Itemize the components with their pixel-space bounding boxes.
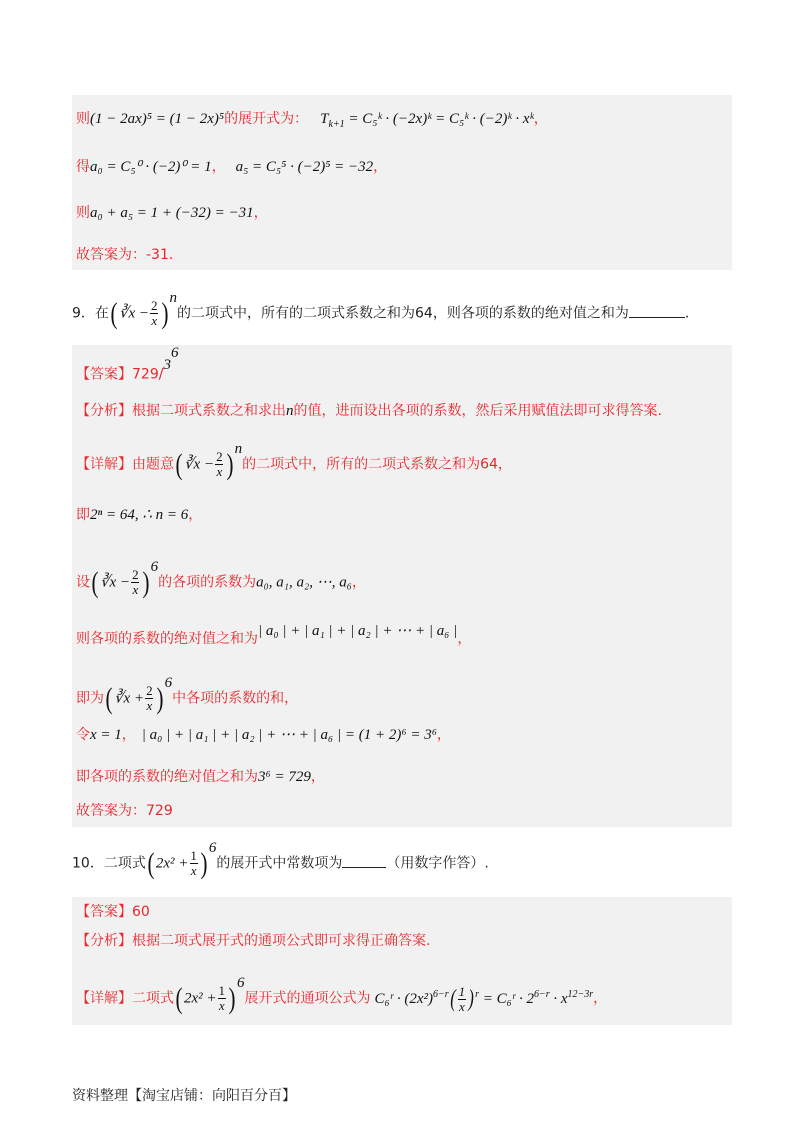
solution-panel-q10	[72, 897, 732, 1025]
solution-panel-q8	[72, 95, 732, 270]
answer-blank[interactable]	[342, 853, 386, 868]
solution-line: 则各项的系数的绝对值之和为| a₀ | + | a₁ | + | a₂ | + ⋯ + | a₆ |，	[76, 623, 472, 647]
answer-line: 【答案】$729/3^6$	[76, 345, 179, 383]
solution-line: 令x = 1， | a₀ | + | a₁ | + | a₂ | + ⋯ + | a₆ | = (1 + 2)⁶ = 3⁶，	[76, 727, 451, 743]
solution-line: 即2ⁿ = 64, ∴ n = 6，	[76, 507, 203, 523]
solution-panel-q9	[72, 345, 732, 827]
answer-line: 故答案为：-31.	[76, 247, 174, 263]
question-10: 10．二项式( 2x² + $\frac{1}{x}$ ) $^6$的展开式中常数项为 （用数字作答）.	[72, 840, 489, 880]
answer-line: 故答案为：729	[76, 803, 173, 819]
solution-line: 即各项的系数的绝对值之和为3⁶ = 729，	[76, 769, 325, 785]
solution-line: 则a₀ + a₅ = 1 + (−32) = −31，	[76, 205, 268, 221]
answer-blank[interactable]	[629, 303, 685, 318]
solution-line: 得a₀ = C₅⁰ · (−2)⁰ = 1， a₅ = C₅⁵ · (−2)⁵ = −32，	[76, 159, 388, 175]
analysis-line: 【分析】根据二项式系数之和求出n的值，进而设出各项的系数，然后采用赋值法即可求得答案.	[76, 403, 662, 419]
solution-line: 设( ∛x − $\frac{2}{x}$ ) $^6$的各项的系数为a₀, a₁, a₂, ⋯, a₆，	[76, 559, 366, 599]
fraction: $\frac{2}{x}$	[151, 298, 158, 329]
solution-line: 即为( ∛x + $\frac{2}{x}$ ) $^6$中各项的系数的和，	[76, 675, 299, 715]
question-9: 9．在( ∛x − $\frac{2}{x}$ ) $^n$的二项式中，所有的二项式系数之和为64，则各项的系数的绝对值之和为 .	[72, 290, 690, 330]
analysis-line: 【分析】根据二项式展开式的通项公式即可求得正确答案.	[76, 933, 431, 949]
detail-line: 【详解】由题意( ∛x − $\frac{2}{x}$ ) $^n$的二项式中，所有的二项式系数之和为64，	[76, 441, 512, 481]
answer-line: 【答案】60	[76, 904, 150, 920]
detail-line: 【详解】二项式( 2x² + $\frac{1}{x}$ ) $^6$展开式的通项公式为 C₆ʳ · $(2x^2)^{6-r}$( $\frac{1}{x}$ )$^r$ = C₆ʳ · $2^{6-r} \cdot x^{12-3r}$，	[76, 975, 608, 1015]
fraction: $\frac{1}{x}$	[190, 848, 197, 879]
footer-source: 资料整理【淘宝店铺：向阳百分百】	[72, 1088, 296, 1104]
solution-line: 则(1 − 2ax)⁵ = (1 − 2x)⁵的展开式为： $T_{k+1}$ = C₅ᵏ · (−2x)ᵏ = C₅ᵏ · (−2)ᵏ · xᵏ，	[76, 111, 548, 130]
